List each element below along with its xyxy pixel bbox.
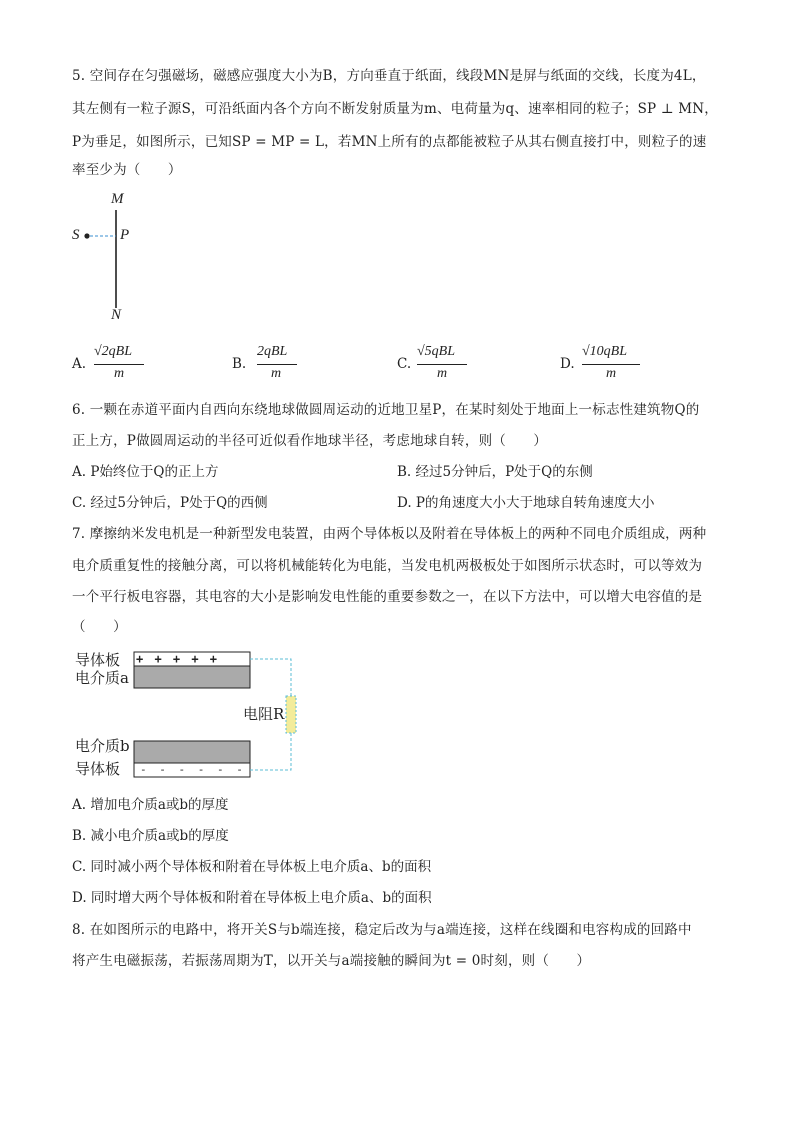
label-s: S xyxy=(72,227,80,243)
q8-stem-line-2: 将产生电磁振荡，若振荡周期为T，以开关与a端接触的瞬间为t = 0时刻，则（ ） xyxy=(72,953,591,969)
positive-charges: + + + + + xyxy=(136,652,220,666)
q5-figure xyxy=(68,190,138,330)
source-s-dot xyxy=(84,233,89,238)
q7-option-a[interactable]: A. 增加电介质a或b的厚度 xyxy=(72,797,229,813)
q5-stem-line-1: 5. 空间存在匀强磁场，磁感应强度大小为B，方向垂直于纸面，线段MN是屏与纸面的交线，长度为4L， xyxy=(72,68,706,84)
option-d-prefix: D. xyxy=(560,356,575,372)
top-plate-label: 导体板 xyxy=(75,651,121,669)
q7-option-d[interactable]: D. 同时增大两个导体板和附着在导体板上电介质a、b的面积 xyxy=(72,890,432,906)
q8-stem-line-1: 8. 在如图所示的电路中，将开关S与b端连接，稳定后改为与a端连接，这样在线圈和电容构成的回路中 xyxy=(72,922,692,938)
q6-option-c[interactable]: C. 经过5分钟后，P处于Q的西侧 xyxy=(72,495,268,511)
q7-stem-line-3: 一个平行板电容器，其电容的大小是影响发电性能的重要参数之一，在以下方法中，可以增大电容值的是 xyxy=(72,589,703,605)
q7-option-c[interactable]: C. 同时减小两个导体板和附着在导体板上电介质a、b的面积 xyxy=(72,859,432,875)
q7-option-b[interactable]: B. 减小电介质a或b的厚度 xyxy=(72,828,229,844)
option-c-numerator: √5qBL xyxy=(417,344,456,359)
option-b-numerator: 2qBL xyxy=(257,344,288,359)
resistor-r xyxy=(286,696,296,733)
q5-stem-line-3: P为垂足，如图所示，已知SP = MP = L，若MN上所有的点都能被粒子从其右侧直接打中，则粒子的速 xyxy=(72,134,707,150)
q5-stem-line-4: 率至少为（ ） xyxy=(72,162,182,178)
dielectric-a-block xyxy=(134,666,250,688)
dielectric-b-label: 电介质b xyxy=(75,737,130,755)
option-b-denominator: m xyxy=(271,366,282,381)
option-a-numerator: √2qBL xyxy=(94,344,133,359)
label-p: P xyxy=(120,227,130,243)
option-d-denominator: m xyxy=(606,366,617,381)
bottom-wire xyxy=(250,733,291,770)
fraction-bar xyxy=(257,364,297,365)
bottom-plate-label: 导体板 xyxy=(75,760,121,778)
negative-charges: - - - - - - xyxy=(140,763,246,776)
q7-stem-line-4: （ ） xyxy=(72,619,127,635)
option-d-numerator: √10qBL xyxy=(582,344,628,359)
fraction-bar xyxy=(94,364,144,365)
fraction-bar xyxy=(582,364,640,365)
option-c-denominator: m xyxy=(437,366,448,381)
q6-option-b[interactable]: B. 经过5分钟后，P处于Q的东侧 xyxy=(397,464,593,480)
q7-capacitor-figure xyxy=(70,648,310,783)
q5-stem-line-2: 其左侧有一粒子源S，可沿纸面内各个方向不断发射质量为m、电荷量为q、速率相同的粒子；SP ⊥ MN， xyxy=(72,101,718,117)
dielectric-a-label: 电介质a xyxy=(75,669,129,687)
q6-option-d[interactable]: D. P的角速度大小大于地球自转角速度大小 xyxy=(397,495,655,511)
option-c-prefix: C. xyxy=(397,356,412,372)
q7-stem-line-1: 7. 摩擦纳米发电机是一种新型发电装置，由两个导体板以及附着在导体板上的两种不同电介质组成，两种 xyxy=(72,526,707,542)
option-a-denominator: m xyxy=(114,366,125,381)
dielectric-b-block xyxy=(134,741,250,763)
resistor-label: 电阻R xyxy=(243,705,285,723)
option-a-prefix: A. xyxy=(72,356,87,372)
label-m: M xyxy=(111,191,124,207)
q6-stem-line-2: 正上方，P做圆周运动的半径可近似看作地球半径，考虑地球自转，则（ ） xyxy=(72,433,548,449)
q6-stem-line-1: 6. 一颗在赤道平面内自西向东绕地球做圆周运动的近地卫星P，在某时刻处于地面上一标志性建筑物Q的 xyxy=(72,402,700,418)
option-b-prefix: B. xyxy=(232,356,247,372)
fraction-bar xyxy=(417,364,467,365)
q7-stem-line-2: 电介质重复性的接触分离，可以将机械能转化为电能，当发电机两极板处于如图所示状态时，可以等效为 xyxy=(72,558,703,574)
top-wire xyxy=(250,659,291,696)
q5-figure-svg xyxy=(68,190,138,330)
q6-option-a[interactable]: A. P始终位于Q的正上方 xyxy=(72,464,219,480)
label-n: N xyxy=(111,307,122,323)
